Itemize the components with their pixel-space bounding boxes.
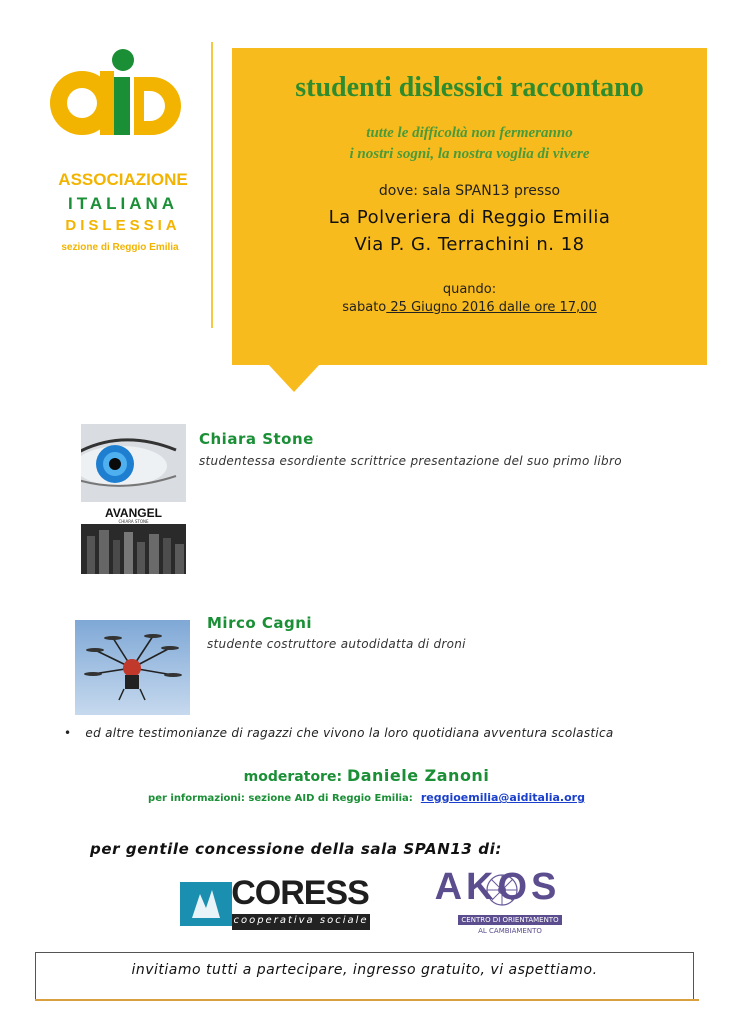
event-place bbox=[232, 204, 707, 258]
logo-line-4: sezione di Reggio Emilia bbox=[61, 242, 179, 253]
concession-text: per gentile concessione della sala SPAN13 di: bbox=[90, 840, 502, 858]
speaker-2-description: studente costruttore autodidatta di droni bbox=[207, 637, 466, 651]
speaker-1-name: Chiara Stone bbox=[199, 430, 314, 448]
book-title: AVANGEL bbox=[105, 506, 162, 520]
event-subtitle-line-1: tutte le difficoltà non fermeranno bbox=[366, 125, 573, 141]
akos-subtitle-1: CENTRO DI ORIENTAMENTO bbox=[458, 915, 562, 925]
akos-logo bbox=[430, 866, 565, 938]
book-cover-image bbox=[81, 424, 186, 574]
event-subtitle-line-2: i nostri sogni, la nostra voglia di vivere bbox=[349, 146, 590, 162]
event-where-label: dove: sala SPAN13 presso bbox=[378, 183, 561, 199]
drone-image bbox=[75, 620, 190, 715]
coress-subtitle: cooperativa sociale bbox=[233, 915, 369, 926]
logo-line-3: DISLESSIA bbox=[65, 217, 181, 234]
event-date bbox=[232, 300, 707, 315]
event-title: studenti dislessici raccontano bbox=[295, 72, 644, 103]
moderator-label: moderatore: bbox=[243, 769, 343, 785]
moderator-name: Daniele Zanoni bbox=[346, 766, 490, 785]
footer-text: invitiamo tutti a partecipare, ingresso gratuito, vi aspettiamo. bbox=[131, 962, 598, 978]
logo-line-1: ASSOCIAZIONE bbox=[58, 170, 188, 189]
speaker-2-name: Mirco Cagni bbox=[207, 614, 313, 632]
akos-subtitle-2: AL CAMBIAMENTO bbox=[478, 927, 542, 935]
event-box-pointer bbox=[268, 364, 320, 392]
event-place-line-1: La Polveriera di Reggio Emilia bbox=[328, 207, 611, 228]
testimonies-text: ed altre testimonianze di ragazzi che vivono la loro quotidiana avventura scolastica bbox=[85, 726, 614, 740]
footer-underline bbox=[35, 999, 699, 1001]
moderator-line bbox=[0, 766, 733, 785]
event-place-line-2: Via P. G. Terrachini n. 18 bbox=[354, 234, 585, 255]
logo-divider bbox=[211, 42, 213, 328]
event-date-prefix: sabato bbox=[342, 300, 387, 315]
info-line bbox=[0, 791, 733, 804]
logo-line-2: ITALIANA bbox=[67, 194, 179, 213]
testimonies-bullet bbox=[64, 726, 614, 740]
coress-name: CORESS bbox=[231, 874, 369, 912]
event-when-label: quando: bbox=[442, 282, 497, 297]
speaker-1-description: studentessa esordiente scrittrice presentazione del suo primo libro bbox=[199, 454, 622, 468]
event-subtitle bbox=[232, 123, 707, 165]
book-author: CHIARA STONE bbox=[118, 519, 149, 524]
event-date-value: 25 Giugno 2016 dalle ore 17,00 bbox=[386, 300, 597, 315]
book-cover-art bbox=[81, 424, 186, 574]
info-email-link[interactable]: reggioemilia@aiditalia.org bbox=[420, 791, 585, 804]
info-label: per informazioni: sezione AID di Reggio Emilia: bbox=[148, 793, 413, 804]
akos-name: AKOS bbox=[434, 866, 561, 908]
bullet-dot: • bbox=[64, 726, 72, 740]
coress-logo bbox=[180, 874, 370, 934]
